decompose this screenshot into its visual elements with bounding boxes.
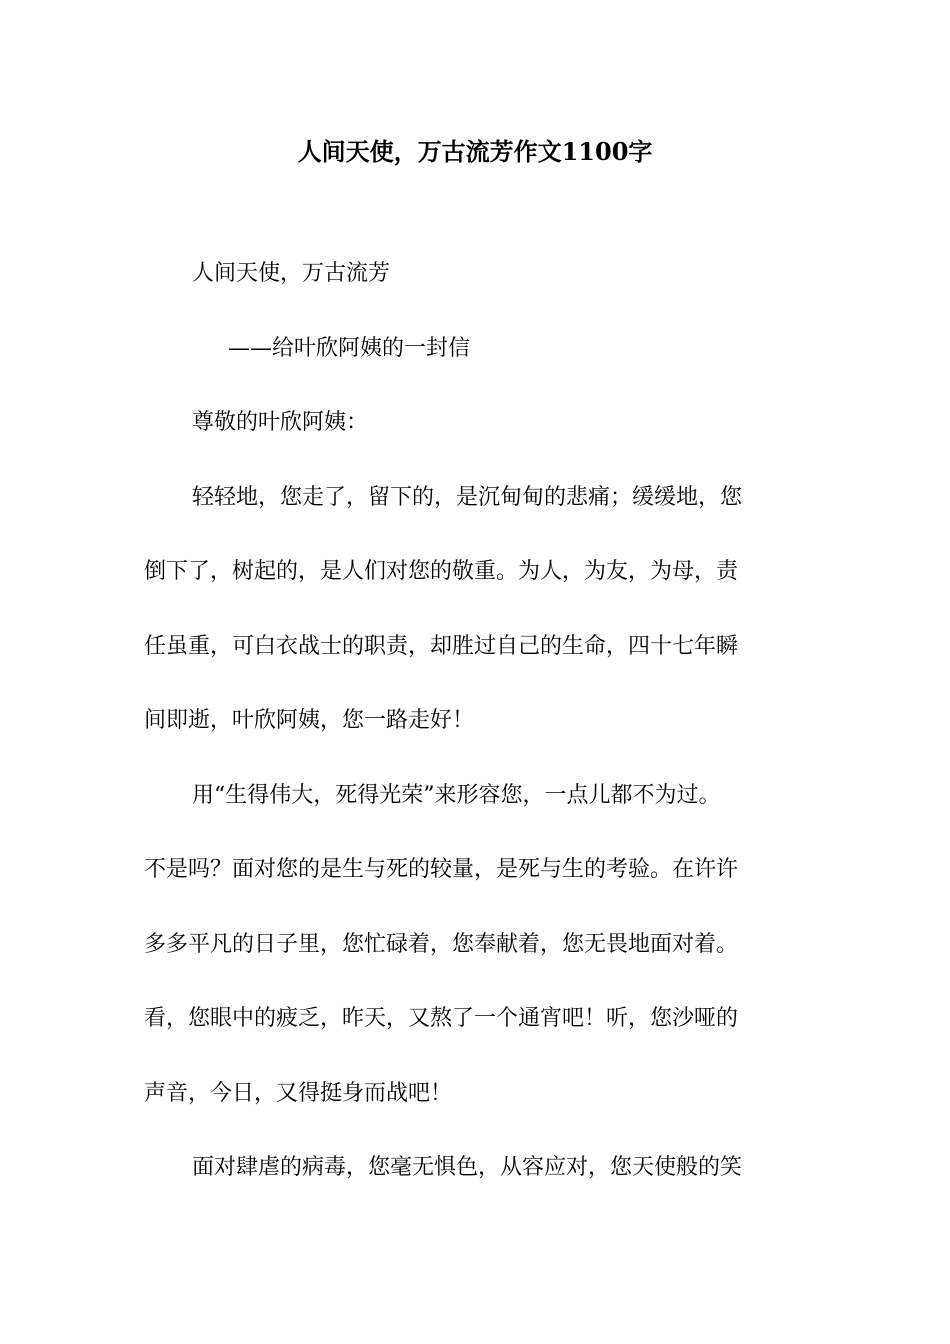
paragraph-2-line-2: 不是吗？面对您的是生与死的较量，是死与生的考验。在许许 <box>144 857 739 882</box>
essay-subheading: ——给叶欣阿姨的一封信 <box>228 335 471 361</box>
essay-heading: 人间天使，万古流芳 <box>192 261 391 286</box>
paragraph-1-line-2: 倒下了，树起的，是人们对您的敬重。为人，为友，为母，责 <box>144 559 739 584</box>
paragraph-1-line-3: 任虽重，可白衣战士的职责，却胜过自己的生命，四十七年瞬 <box>144 633 739 659</box>
paragraph-1-line-4: 间即逝，叶欣阿姨，您一路走好！ <box>144 708 475 733</box>
salutation: 尊敬的叶欣阿姨： <box>192 410 369 435</box>
paragraph-2-line-1: 用“生得伟大，死得光荣”来形容您，一点儿都不为过。 <box>192 782 721 808</box>
document-title: 人间天使，万古流芳作文1100字 <box>297 137 653 166</box>
paragraph-2-line-5: 声音，今日，又得挺身而战吧！ <box>144 1080 453 1106</box>
paragraph-3-line-1: 面对肆虐的病毒，您毫无惧色，从容应对，您天使般的笑 <box>192 1155 743 1180</box>
paragraph-2-line-3: 多多平凡的日子里，您忙碌着，您奉献着，您无畏地面对着。 <box>144 931 739 957</box>
paragraph-1-line-1: 轻轻地，您走了，留下的，是沉甸甸的悲痛；缓缓地，您 <box>192 484 743 510</box>
paragraph-2-line-4: 看，您眼中的疲乏，昨天，又熬了一个通宵吧！听，您沙哑的 <box>144 1006 739 1031</box>
document-body <box>144 237 804 1206</box>
